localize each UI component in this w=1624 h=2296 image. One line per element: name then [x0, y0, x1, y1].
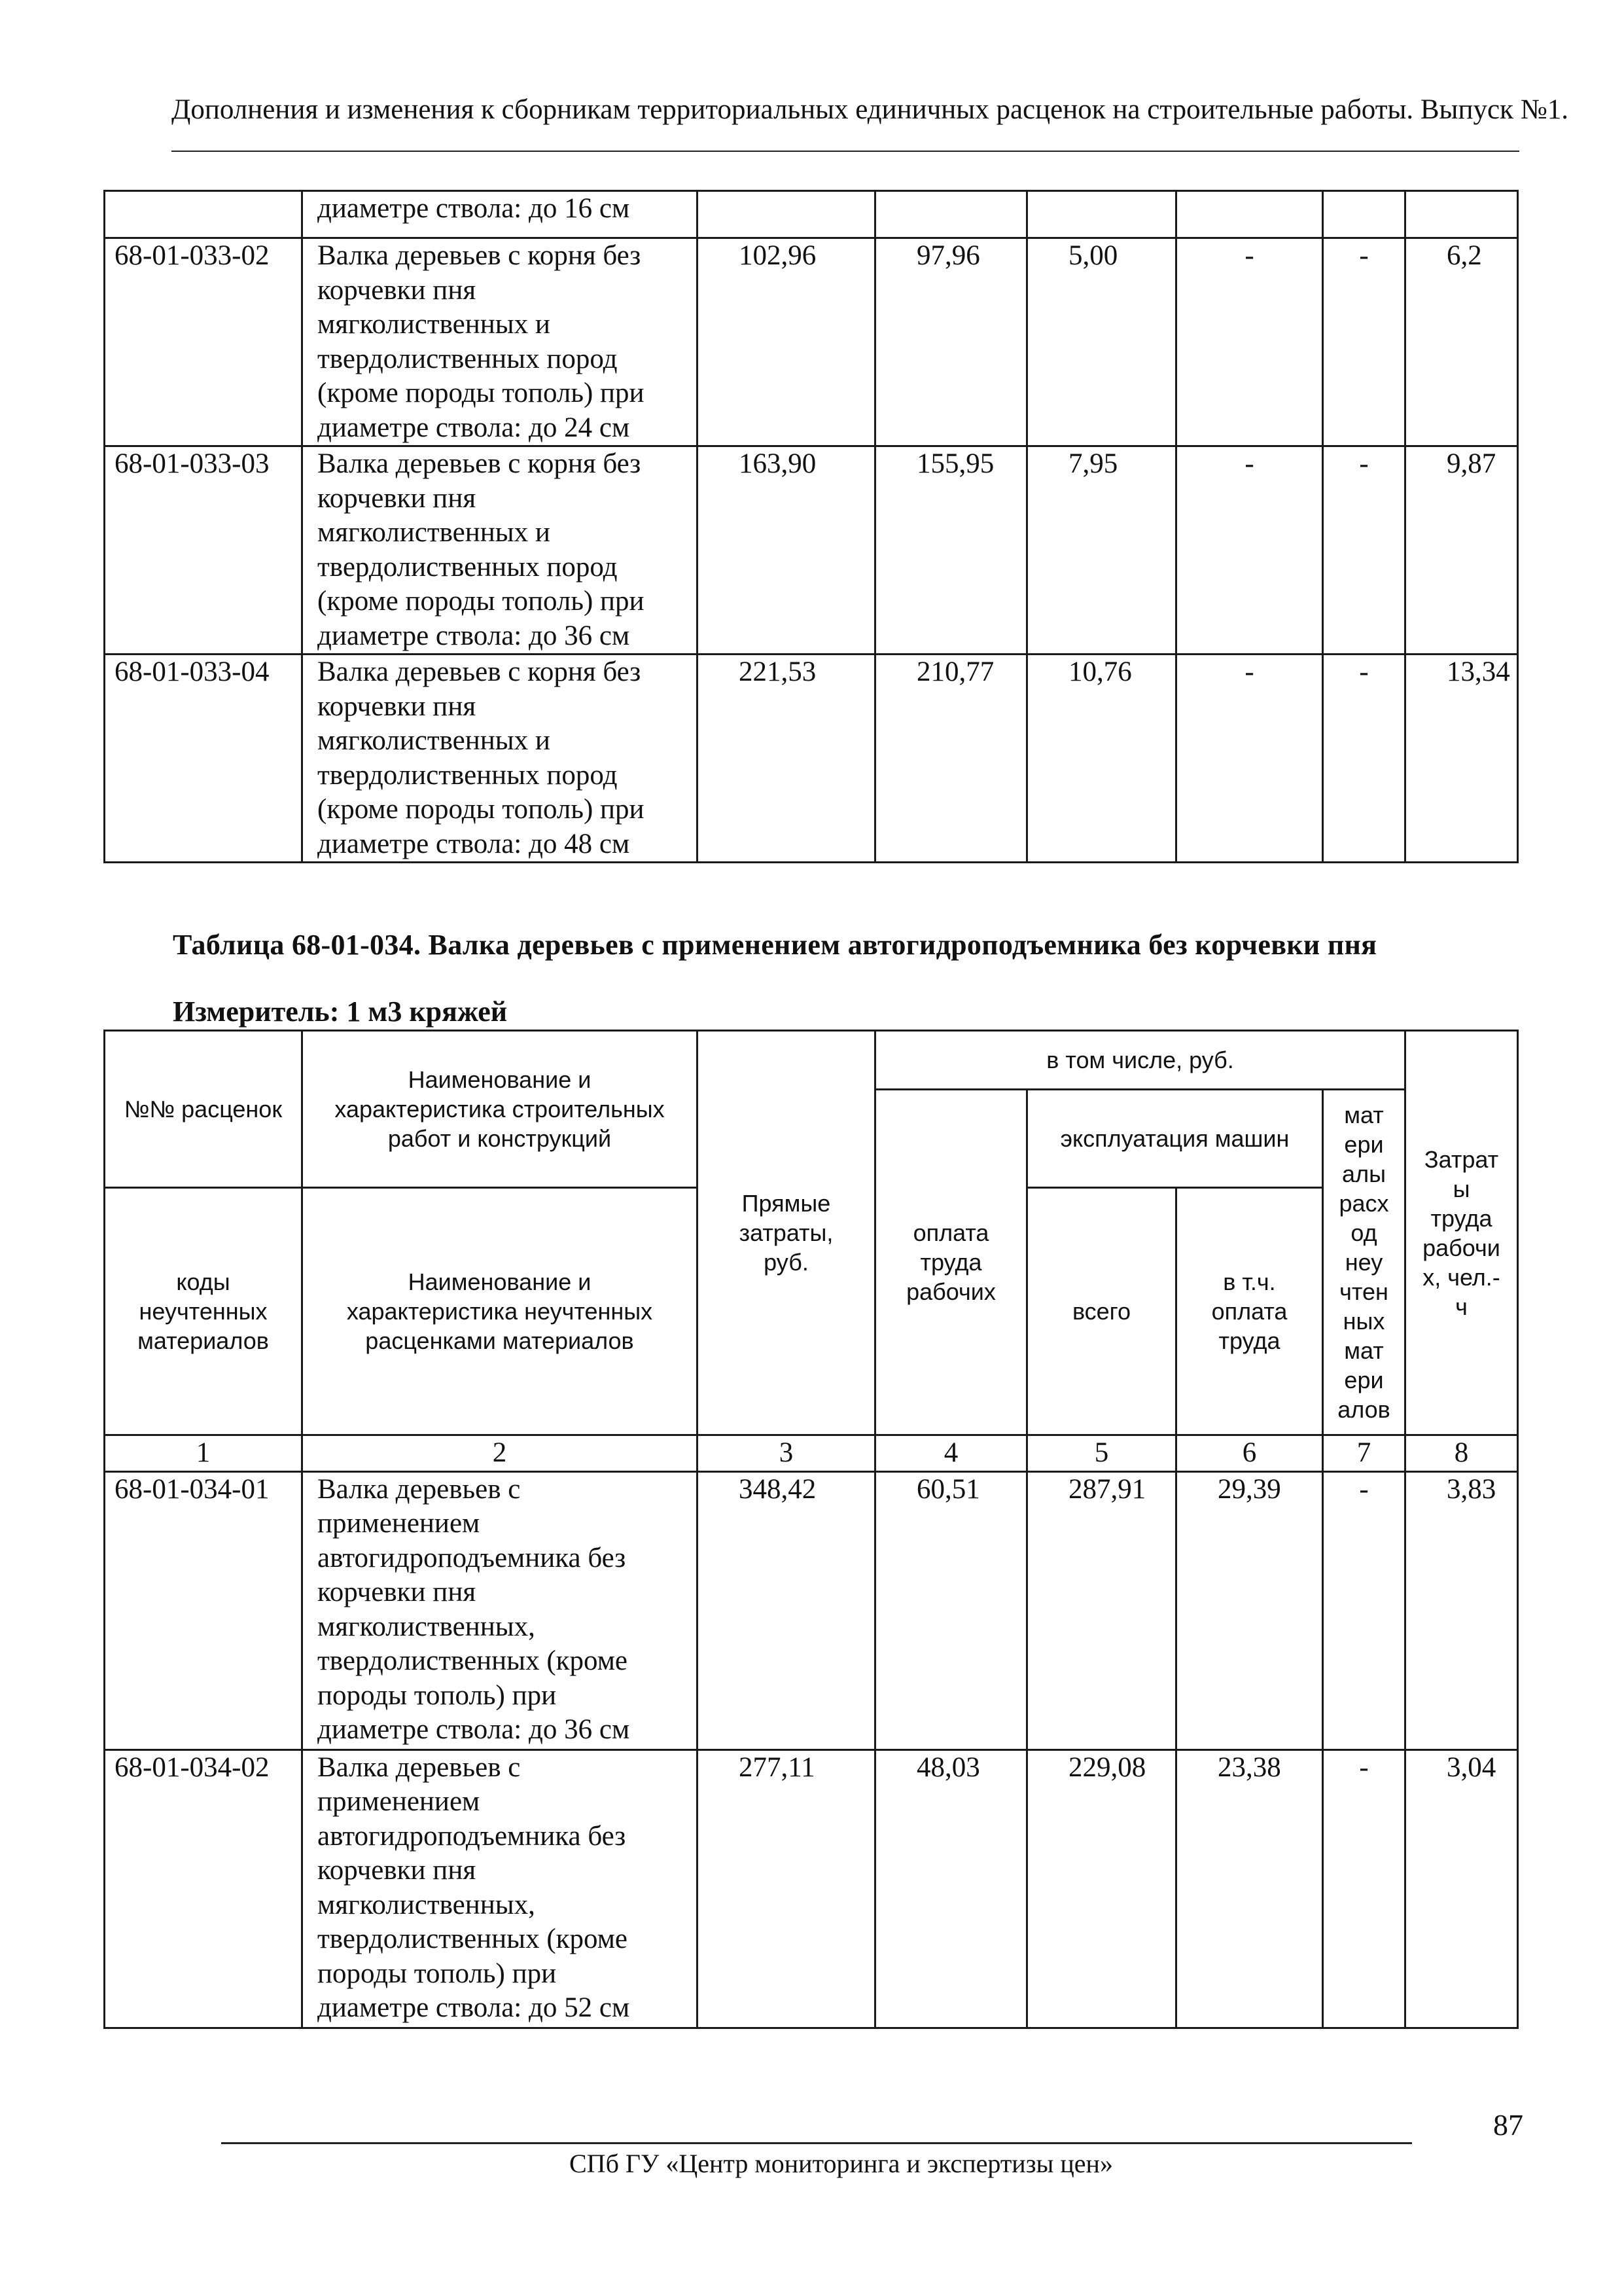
- header-work-name: Наименование и характеристика строительных работ и конструкций: [302, 1031, 697, 1188]
- header-row: [105, 1031, 1518, 1090]
- labor-cost: 97,96: [875, 238, 1027, 446]
- rate-name: Валка деревьев с применением автогидроподъемника без корчевки пня мягколиственных, твердолиственных (кроме породы тополь) при диаметре ствола: до 36 см: [302, 1471, 697, 1749]
- column-number: 1: [105, 1435, 302, 1472]
- labor-cost: 210,77: [875, 655, 1027, 863]
- materials-cost: -: [1323, 446, 1405, 655]
- machines-labor: -: [1176, 655, 1323, 863]
- labor-cost: 60,51: [875, 1471, 1027, 1749]
- direct-cost: 277,11: [697, 1749, 875, 2028]
- materials-cost: -: [1323, 238, 1405, 446]
- machines-total: 229,08: [1027, 1749, 1176, 2028]
- labor-hours: 9,87: [1405, 446, 1518, 655]
- column-number: 5: [1027, 1435, 1176, 1472]
- header-material-name: Наименование и характеристика неучтенных расценками материалов: [302, 1188, 697, 1435]
- rate-name: Валка деревьев с применением автогидроподъемника без корчевки пня мягколиственных, твердолиственных (кроме породы тополь) при диаметре ствола: до 52 см: [302, 1749, 697, 2028]
- rate-code: 68-01-033-04: [105, 655, 302, 863]
- machines-labor: 29,39: [1176, 1471, 1323, 1749]
- machines-total: 5,00: [1027, 238, 1176, 446]
- labor-hours: 6,2: [1405, 238, 1518, 446]
- direct-cost: 221,53: [697, 655, 875, 863]
- header-divider: [171, 151, 1519, 152]
- measure-unit: Измеритель: 1 м3 кряжей: [173, 996, 508, 1028]
- header-direct: Прямые затраты, руб.: [697, 1031, 875, 1435]
- labor-cost: 155,95: [875, 446, 1027, 655]
- labor-hours: 13,34: [1405, 655, 1518, 863]
- machines-labor: 23,38: [1176, 1749, 1323, 2028]
- materials-cost: -: [1323, 1471, 1405, 1749]
- column-number-row: [105, 1435, 1518, 1472]
- header-material-codes: коды неучтенных материалов: [105, 1188, 302, 1435]
- labor-hours: 3,04: [1405, 1749, 1518, 2028]
- header-including: в том числе, руб.: [875, 1031, 1405, 1090]
- direct-cost: 163,90: [697, 446, 875, 655]
- machines-labor: -: [1176, 238, 1323, 446]
- machines-total: 7,95: [1027, 446, 1176, 655]
- labor-hours: 3,83: [1405, 1471, 1518, 1749]
- rates-table-033: [103, 190, 1519, 863]
- machines-total: 287,91: [1027, 1471, 1176, 1749]
- column-number: 8: [1405, 1435, 1518, 1472]
- header-rate-no: №№ расценок: [105, 1031, 302, 1188]
- direct-cost: 348,42: [697, 1471, 875, 1749]
- rate-code: 68-01-033-03: [105, 446, 302, 655]
- machines-labor: -: [1176, 446, 1323, 655]
- rate-code: 68-01-034-02: [105, 1749, 302, 2028]
- header-labor-pay: оплата труда рабочих: [875, 1090, 1027, 1435]
- table-title: Таблица 68-01-034. Валка деревьев с применением автогидроподъемника без корчевки пня: [173, 929, 1377, 961]
- page-header-title: Дополнения и изменения к сборникам территориальных единичных расценок на строительные работы. Выпуск №1.: [171, 94, 1568, 125]
- header-materials: мат ери алы расх од неу чтен ных мат ери алов: [1323, 1090, 1405, 1435]
- table-row: [105, 446, 1518, 655]
- rate-code: 68-01-034-01: [105, 1471, 302, 1749]
- rate-name: Валка деревьев с корня без корчевки пня мягколиственных и твердолиственных пород (кроме породы тополь) при диаметре ствола: до 24 см: [302, 238, 697, 446]
- header-machines: эксплуатация машин: [1027, 1090, 1323, 1188]
- machines-total: 10,76: [1027, 655, 1176, 863]
- page-number: 87: [1493, 2108, 1523, 2142]
- rate-name: Валка деревьев с корня без корчевки пня мягколиственных и твердолиственных пород (кроме породы тополь) при диаметре ствола: до 48 см: [302, 655, 697, 863]
- rates-table-034: [103, 1030, 1519, 2029]
- materials-cost: -: [1323, 655, 1405, 863]
- header-labor-hours: Затрат ы труда рабочи х, чел.- ч: [1405, 1031, 1518, 1435]
- header-machines-labor: в т.ч. оплата труда: [1176, 1188, 1323, 1435]
- continuation-text: диаметре ствола: до 16 см: [302, 191, 697, 238]
- rate-code: 68-01-033-02: [105, 238, 302, 446]
- column-number: 2: [302, 1435, 697, 1472]
- table-row: [105, 191, 1518, 238]
- column-number: 7: [1323, 1435, 1405, 1472]
- direct-cost: 102,96: [697, 238, 875, 446]
- column-number: 6: [1176, 1435, 1323, 1472]
- table-row: [105, 238, 1518, 446]
- rate-name: Валка деревьев с корня без корчевки пня мягколиственных и твердолиственных пород (кроме породы тополь) при диаметре ствола: до 36 см: [302, 446, 697, 655]
- footer-divider: [221, 2142, 1412, 2144]
- table-row: [105, 1749, 1518, 2028]
- header-machines-total: всего: [1027, 1188, 1176, 1435]
- materials-cost: -: [1323, 1749, 1405, 2028]
- footer-organization: СПб ГУ «Центр мониторинга и экспертизы цен»: [569, 2149, 1113, 2178]
- labor-cost: 48,03: [875, 1749, 1027, 2028]
- table-row: [105, 655, 1518, 863]
- column-number: 4: [875, 1435, 1027, 1472]
- column-number: 3: [697, 1435, 875, 1472]
- table-row: [105, 1471, 1518, 1749]
